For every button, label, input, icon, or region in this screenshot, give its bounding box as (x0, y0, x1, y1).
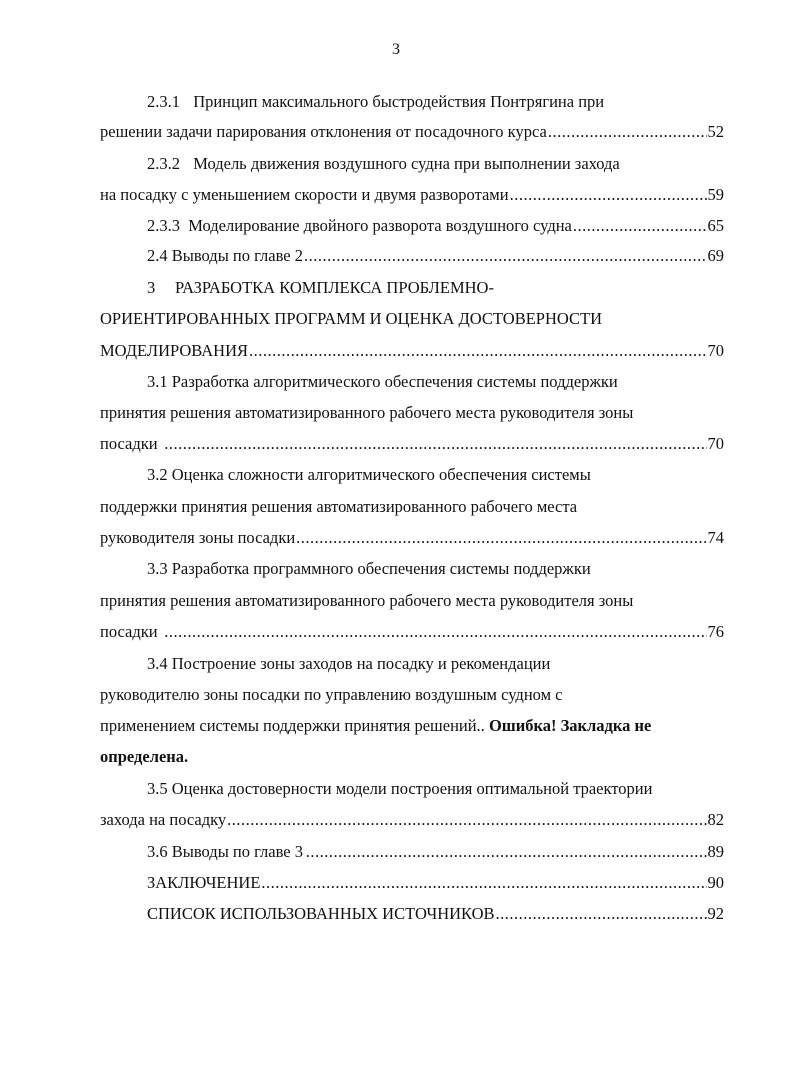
toc-number: 2.3.3 (147, 216, 180, 235)
toc-entry-3-4-line2 (100, 683, 562, 707)
toc-entry-3-1-line2 (100, 401, 633, 425)
toc-text: Принцип максимального быстродействия Понтрягина при (193, 92, 605, 111)
toc-page: 52 (707, 122, 724, 141)
toc-text: руководителя зоны посадки (100, 528, 296, 547)
toc-text: Модель движения воздушного судна при выполнении захода (193, 154, 620, 173)
dot-leader (548, 120, 707, 144)
toc-entry-3-4-line3[interactable] (100, 714, 651, 738)
toc-text: 3.6 Выводы по главе 3 (147, 842, 303, 861)
bookmark-error: Ошибка! Закладка не (488, 716, 652, 735)
toc-text: применением системы поддержки принятия решений.. (100, 716, 485, 735)
toc-page: 82 (707, 810, 724, 829)
toc-entry-3-4-line4 (100, 745, 188, 769)
toc-text: 3.3 Разработка программного обеспечения системы поддержки (147, 559, 591, 578)
dot-leader (510, 183, 707, 207)
toc-entry-3-4-line1 (147, 652, 550, 676)
toc-entry-3-1-line1 (147, 370, 618, 394)
toc-text: МОДЕЛИРОВАНИЯ (100, 341, 249, 360)
toc-entry-3-3-line3[interactable] (100, 620, 724, 644)
toc-page: 89 (707, 842, 724, 861)
toc-page: 74 (707, 528, 724, 547)
toc-entry-conclusion[interactable] (147, 871, 724, 895)
toc-text: 3.2 Оценка сложности алгоритмического обеспечения системы (147, 465, 591, 484)
toc-entry-3-2-line2 (100, 495, 577, 519)
toc-entry-2-3-1-line1 (147, 90, 604, 114)
toc-number: 2.3.2 (147, 154, 180, 173)
dot-leader (164, 432, 706, 456)
toc-page: 65 (707, 216, 724, 235)
toc-entry-2-3-3[interactable] (147, 214, 724, 238)
toc-text: посадки (100, 434, 158, 453)
toc-text: поддержки принятия решения автоматизированного рабочего места (100, 497, 578, 516)
toc-entry-3-3-line1 (147, 557, 591, 581)
toc-entry-3-2-line1 (147, 463, 591, 487)
toc-text: руководителю зоны посадки по управлению воздушным судном с (100, 685, 563, 704)
toc-page: 70 (707, 434, 724, 453)
toc-text: ЗАКЛЮЧЕНИЕ (147, 873, 261, 892)
dot-leader (573, 214, 707, 238)
toc-text: на посадку с уменьшением скорости и двумя разворотами (100, 185, 509, 204)
toc-entry-3-1-line3[interactable] (100, 432, 724, 456)
toc-text: 3.1 Разработка алгоритмического обеспечения системы поддержки (147, 372, 618, 391)
toc-entry-3-5-line2[interactable] (100, 808, 724, 832)
dot-leader (227, 808, 706, 832)
dot-leader (496, 902, 707, 926)
bookmark-error-cont: определена. (100, 747, 189, 766)
dot-leader (304, 244, 707, 268)
toc-text: ОРИЕНТИРОВАННЫХ ПРОГРАММ И ОЦЕНКА ДОСТОВЕРНОСТИ (100, 309, 602, 328)
toc-number: 2.3.1 (147, 92, 180, 111)
toc-text: Моделирование двойного разворота воздушного судна (188, 216, 572, 235)
toc-text: 3.4 Построение зоны заходов на посадку и рекомендации (147, 654, 551, 673)
toc-page: 76 (707, 622, 724, 641)
dot-leader (249, 339, 706, 363)
toc-text: принятия решения автоматизированного рабочего места руководителя зоны (100, 591, 634, 610)
toc-entry-3-6[interactable] (147, 840, 724, 864)
toc-text: СПИСОК ИСПОЛЬЗОВАННЫХ ИСТОЧНИКОВ (147, 904, 495, 923)
toc-number: 3 (147, 278, 156, 297)
toc-entry-2-3-2-line1 (147, 152, 620, 176)
dot-leader (306, 840, 707, 864)
toc-page: 70 (707, 341, 724, 360)
toc-entry-2-3-1-line2[interactable] (100, 120, 724, 144)
toc-text: посадки (100, 622, 158, 641)
dot-leader (296, 526, 706, 550)
toc-entry-3-2-line3[interactable] (100, 526, 724, 550)
toc-entry-references[interactable] (147, 902, 724, 926)
toc-text: РАЗРАБОТКА КОМПЛЕКСА ПРОБЛЕМНО- (175, 278, 494, 297)
toc-text: захода на посадку (100, 810, 227, 829)
toc-page: 59 (707, 185, 724, 204)
toc-entry-2-3-2-line2[interactable] (100, 183, 724, 207)
dot-leader (261, 871, 706, 895)
toc-page: 92 (707, 904, 724, 923)
dot-leader (164, 620, 706, 644)
toc-text: 3.5 Оценка достоверности модели построения оптимальной траектории (147, 779, 653, 798)
toc-page: 90 (707, 873, 724, 892)
toc-entry-3-line1 (147, 276, 494, 300)
toc-text: решении задачи парирования отклонения от посадочного курса (100, 122, 547, 141)
toc-text: принятия решения автоматизированного рабочего места руководителя зоны (100, 403, 634, 422)
page-number: 3 (392, 41, 400, 58)
toc-text: 2.4 Выводы по главе 2 (147, 246, 303, 265)
toc-entry-3-3-line2 (100, 589, 633, 613)
toc-entry-3-line2 (100, 307, 602, 331)
toc-entry-3-line3[interactable] (100, 339, 724, 363)
toc-entry-2-4[interactable] (147, 244, 724, 268)
toc-entry-3-5-line1 (147, 777, 652, 801)
toc-page: 69 (707, 246, 724, 265)
